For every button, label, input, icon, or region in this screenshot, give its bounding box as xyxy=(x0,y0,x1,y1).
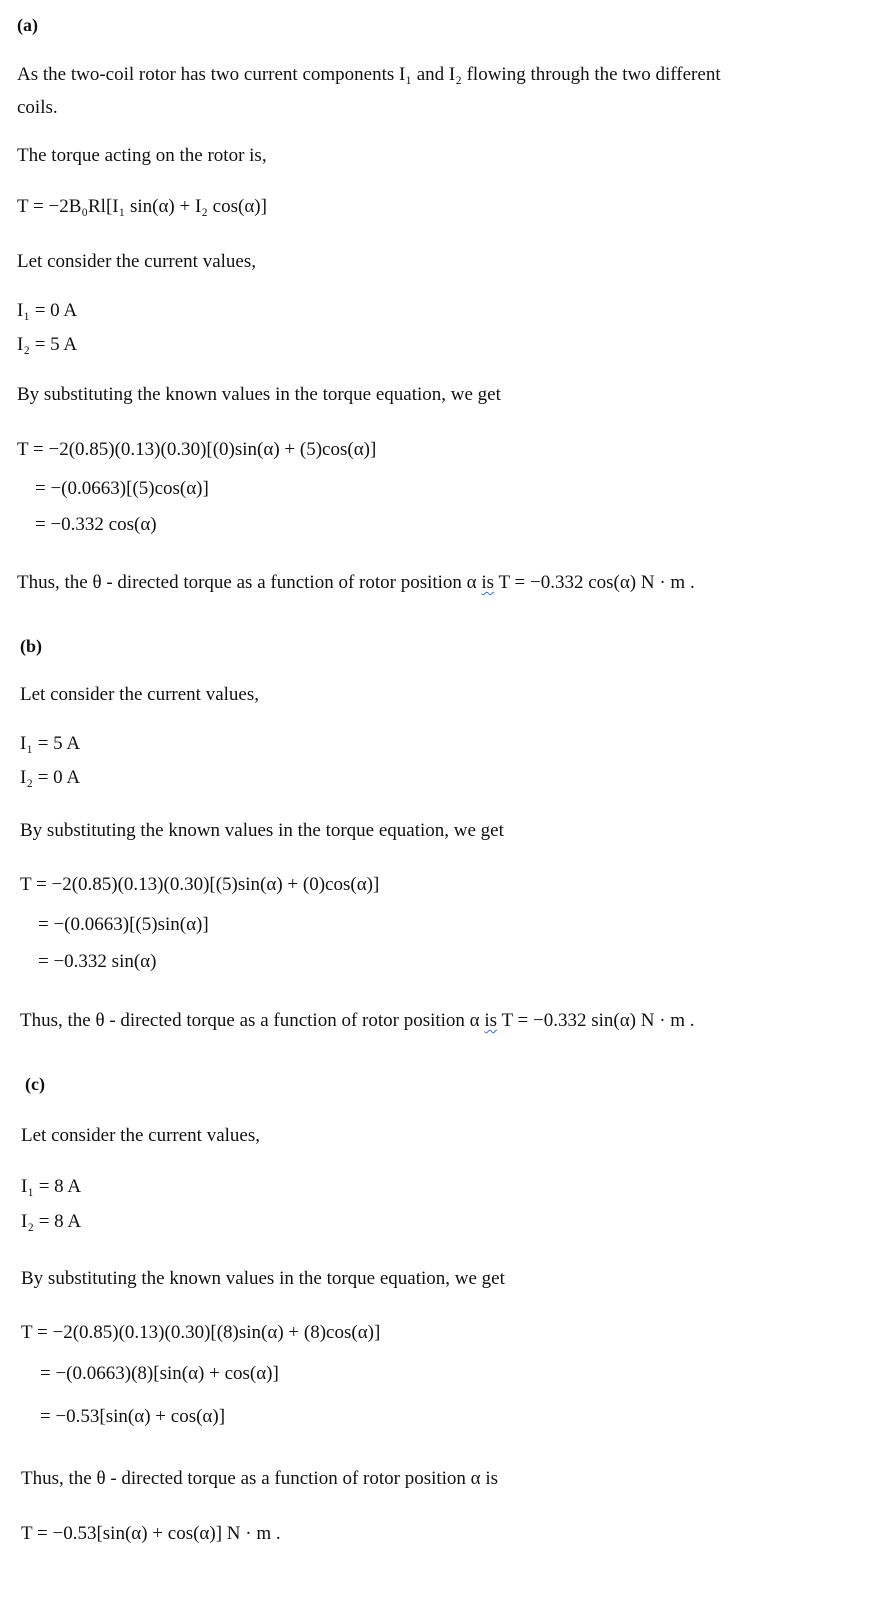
section-a-torque-equation: T = −2B₀Rl[I₁ sin(α) + I₂ cos(α)] xyxy=(17,196,267,217)
section-b-conclusion xyxy=(20,1010,695,1032)
section-b-eq-line3: = −0.332 sin(α) xyxy=(38,951,157,972)
section-c-label: (c) xyxy=(25,1074,45,1094)
section-b-substitute: By substituting the known values in the torque equation, we get xyxy=(20,820,504,841)
section-a-conclusion-result: T = −0.332 cos(α) N · m . xyxy=(498,572,695,593)
section-c-consider: Let consider the current values, xyxy=(21,1125,260,1146)
section-a-torque-text: The torque acting on the rotor is, xyxy=(17,145,267,166)
section-c-current-i2: I₂ = 8 A xyxy=(21,1211,82,1232)
section-a-intro-cont: coils. xyxy=(17,97,58,118)
section-c-eq-line1: T = −2(0.85)(0.13)(0.30)[(8)sin(α) + (8)cos(α)] xyxy=(21,1322,381,1343)
section-b-conclusion-text: Thus, the θ - directed torque as a function of rotor position α xyxy=(20,1010,480,1031)
section-b-eq-line1: T = −2(0.85)(0.13)(0.30)[(5)sin(α) + (0)cos(α)] xyxy=(20,874,380,895)
section-c-eq-line2: = −(0.0663)(8)[sin(α) + cos(α)] xyxy=(40,1363,279,1384)
section-b-conclusion-result: T = −0.332 sin(α) N · m . xyxy=(501,1010,695,1031)
section-c-conclusion: Thus, the θ - directed torque as a function of rotor position α is xyxy=(21,1468,499,1489)
section-a-eq-line1: T = −2(0.85)(0.13)(0.30)[(0)sin(α) + (5)cos(α)] xyxy=(17,439,377,460)
section-a-intro: As the two-coil rotor has two current components I₁ and I₂ flowing through the two different xyxy=(17,64,721,85)
section-c-eq-line3: = −0.53[sin(α) + cos(α)] xyxy=(40,1406,226,1427)
section-a-consider: Let consider the current values, xyxy=(17,251,256,272)
section-a-label: (a) xyxy=(17,15,38,35)
section-a-eq-line3: = −0.332 cos(α) xyxy=(35,514,157,535)
section-c-substitute: By substituting the known values in the torque equation, we get xyxy=(21,1268,505,1289)
section-a-eq-line2: = −(0.0663)[(5)cos(α)] xyxy=(35,478,209,499)
section-a-conclusion xyxy=(17,572,695,594)
section-b-consider: Let consider the current values, xyxy=(20,684,259,705)
section-b-conclusion-is: is xyxy=(484,1010,498,1031)
section-b-label: (b) xyxy=(20,636,42,656)
section-b-current-i2: I₂ = 0 A xyxy=(20,767,81,788)
section-a-conclusion-is: is xyxy=(481,572,495,593)
section-c-result: T = −0.53[sin(α) + cos(α)] N · m . xyxy=(21,1523,281,1544)
section-a-conclusion-text: Thus, the θ - directed torque as a function of rotor position α xyxy=(17,572,477,593)
section-c-current-i1: I₁ = 8 A xyxy=(21,1176,82,1197)
section-a-current-i2: I₂ = 5 A xyxy=(17,334,78,355)
section-b-current-i1: I₁ = 5 A xyxy=(20,733,81,754)
section-b-eq-line2: = −(0.0663)[(5)sin(α)] xyxy=(38,914,209,935)
section-a-current-i1: I₁ = 0 A xyxy=(17,300,78,321)
section-a-substitute: By substituting the known values in the torque equation, we get xyxy=(17,384,501,405)
